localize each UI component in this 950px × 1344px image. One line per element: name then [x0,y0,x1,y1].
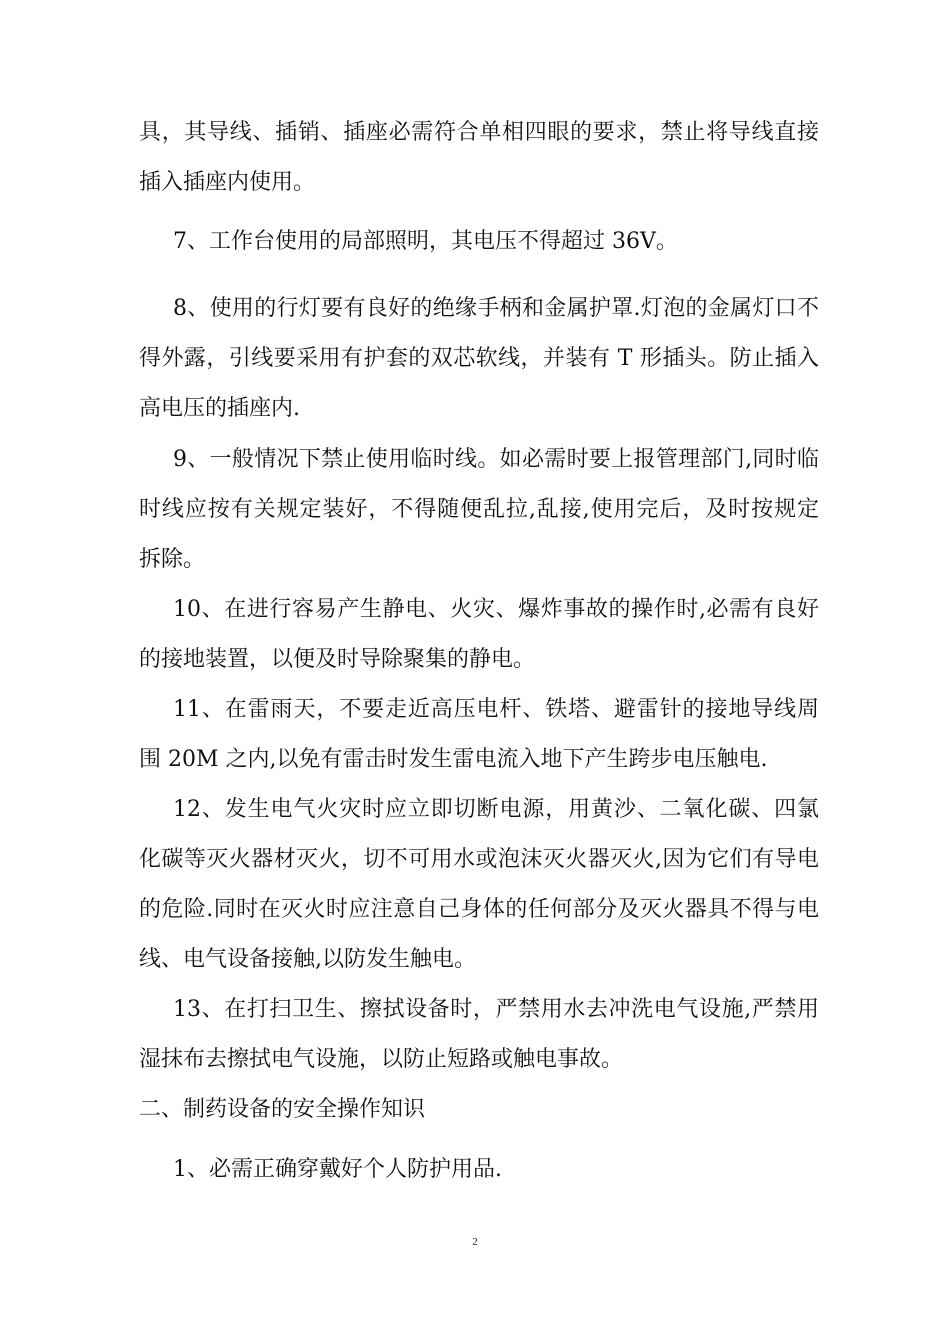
section-heading: 二、制药设备的安全操作知识 [139,1097,426,1122]
text-line: 拆除。 [139,547,206,572]
text-line: 时线应按有关规定装好，不得随便乱拉,乱接,使用完后，及时按规定 [139,497,819,522]
text-line: 8、使用的行灯要有良好的绝缘手柄和金属护罩.灯泡的金属灯口不 [173,296,819,321]
text-line: 具，其导线、插销、插座必需符合单相四眼的要求，禁止将导线直接 [139,120,819,145]
text-line: 化碳等灭火器材灭火，切不可用水或泡沫灭火器灭火,因为它们有导电 [139,847,819,872]
text-line: 13、在打扫卫生、擦拭设备时，严禁用水去冲洗电气设施,严禁用 [173,997,819,1022]
text-line: 湿抹布去擦拭电气设施，以防止短路或触电事故。 [139,1047,624,1072]
text-line: 围 20M 之内,以免有雷击时发生雷电流入地下产生跨步电压触电. [139,747,768,772]
text-line: 插入插座内使用。 [139,170,316,195]
text-line: 的危险.同时在灭火时应注意自己身体的任何部分及灭火器具不得与电 [139,897,819,922]
text-line: 12、发生电气火灾时应立即切断电源，用黄沙、二氧化碳、四氯 [173,797,819,822]
text-line: 的接地装置，以便及时导除聚集的静电。 [139,647,536,672]
text-line: 11、在雷雨天，不要走近高压电杆、铁塔、避雷针的接地导线周 [173,697,819,722]
text-line: 线、电气设备接触,以防发生触电。 [139,947,476,972]
text-line: 7、工作台使用的局部照明，其电压不得超过 36V。 [173,229,678,254]
text-line: 10、在进行容易产生静电、火灾、爆炸事故的操作时,必需有良好 [173,597,819,622]
text-line: 1、必需正确穿戴好个人防护用品. [173,1157,502,1182]
page-number: 2 [472,1236,478,1248]
text-line: 得外露，引线要采用有护套的双芯软线，并装有 T 形插头。防止插入 [139,346,819,371]
text-line: 高电压的插座内. [139,396,300,421]
text-line: 9、一般情况下禁止使用临时线。如必需时要上报管理部门,同时临 [173,447,819,472]
